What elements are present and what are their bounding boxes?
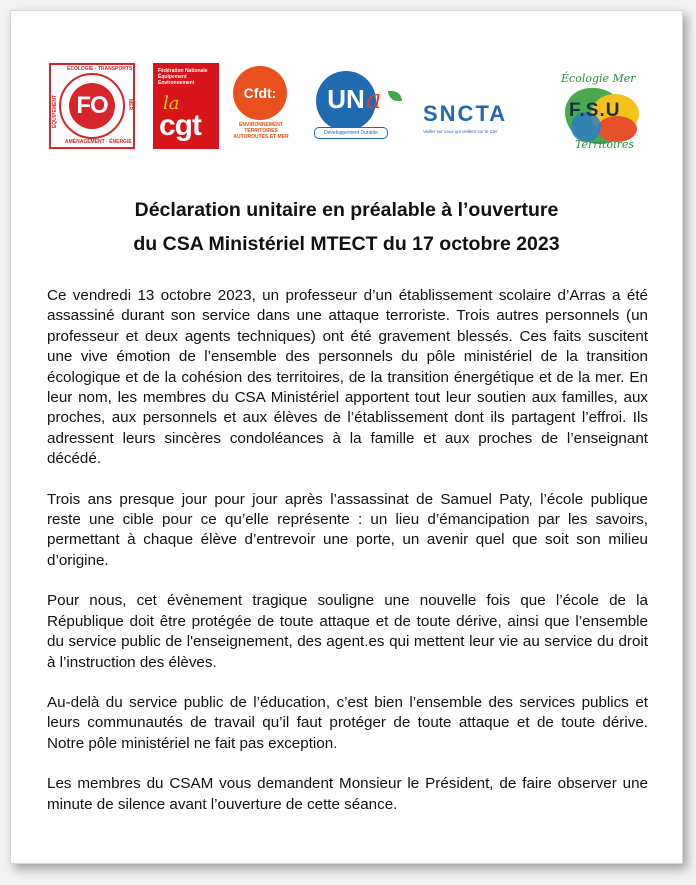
title-line-2: du CSA Ministériel MTECT du 17 octobre 2023 [133, 233, 560, 255]
sncta-logo-tagline: Veiller sur ceux qui veillent sur le Ciel [423, 129, 498, 134]
paragraph-4: Au-delà du service public de l’éducation, c’est bien l’ensemble des services publics et leurs communautés de travail qu’il faut protéger de toute attaque et de toute dérive. Notre pôle ministériel ne fait pas exception. [47, 693, 648, 752]
fsu-logo [561, 66, 645, 156]
paragraph-2: Trois ans presque jour pour jour après l’assassinat de Samuel Paty, l’école publique reste une cible pour ce qu’elle représente : un lieu d’émancipation par les savoirs, permettant à chaque élève d’entrevoir une porte, un avenir quel que soit son milieu d’origine. [47, 490, 648, 569]
fo-logo-text: FO [69, 83, 115, 129]
fo-logo [49, 63, 135, 149]
fsu-logo-letters: F.S.U [569, 100, 621, 121]
fsu-logo-top: Écologie Mer [561, 72, 636, 85]
unsa-logo-accent: a [366, 85, 382, 115]
cgt-logo-la: la [163, 93, 180, 114]
cgt-logo [153, 63, 219, 149]
paragraph-1: Ce vendredi 13 octobre 2023, un professeur d’un établissement scolaire d’Arras a été assassiné durant son service dans une attaque terroriste. Trois autres personnels (un professeur et deux agents techniques) ont été gravement blessés. Ces faits suscitent une vive émotion de l’ensemble des personnels du pôle ministériel de la transition écologique et de la cohésion des territoires, de la transition énergétique et de la mer. En leur nom, les membres du CSA Ministériel apportent tout leur soutien aux familles, aux proches, aux personnels et aux élèves de l’établissement dont ils partagent l’effroi. Ils adressent leurs sincères condoléances à la famille et aux proches de l’enseignant décédé. [47, 287, 648, 468]
fo-logo-ring-right: MER [127, 99, 133, 111]
document-title [11, 193, 682, 261]
paragraph-5: Les membres du CSAM vous demandent Monsieur le Président, de faire observer une minute de silence avant l’ouverture de cette séance. [47, 775, 648, 813]
document-body [47, 286, 648, 835]
union-logos-row [11, 11, 682, 161]
fo-logo-ring-top: ÉCOLOGIE · TRANSPORTS [67, 66, 133, 72]
title-line-1: Déclaration unitaire en préalable à l’ouverture [134, 199, 559, 221]
unsa-logo-band: Développement Durable [314, 127, 388, 139]
paragraph-3: Pour nous, cet évènement tragique souligne une nouvelle fois que l’école de la République doit être protégée de toute attaque et de toute dérive, ainsi que l’ensemble du service public de l'enseignement, des agent.es qui mettent leur vie au service du droit à l’instruction des élèves. [47, 592, 648, 671]
cgt-logo-name: cgt [159, 109, 201, 142]
unsa-logo-name: UN [316, 71, 376, 131]
cfdt-logo [231, 66, 291, 156]
cfdt-logo-name: Cfdt: [233, 66, 287, 120]
document-page [10, 10, 683, 864]
sncta-logo-name: SNCTA [423, 101, 508, 126]
fo-logo-ring-bottom: AMÉNAGEMENT · ÉNERGIE [65, 139, 132, 145]
unsa-logo [314, 71, 406, 139]
fo-logo-ring-left: EQUIPEMENT [52, 95, 58, 129]
sncta-logo [423, 101, 541, 137]
cgt-logo-header: Fédération Nationale Équipement Environnement [158, 68, 208, 86]
leaf-icon [388, 91, 402, 101]
fsu-logo-bottom: Territoires [575, 138, 635, 151]
cfdt-logo-sub: ENVIRONNEMENT TERRITOIRES AUTOROUTES ET MER [233, 122, 289, 140]
